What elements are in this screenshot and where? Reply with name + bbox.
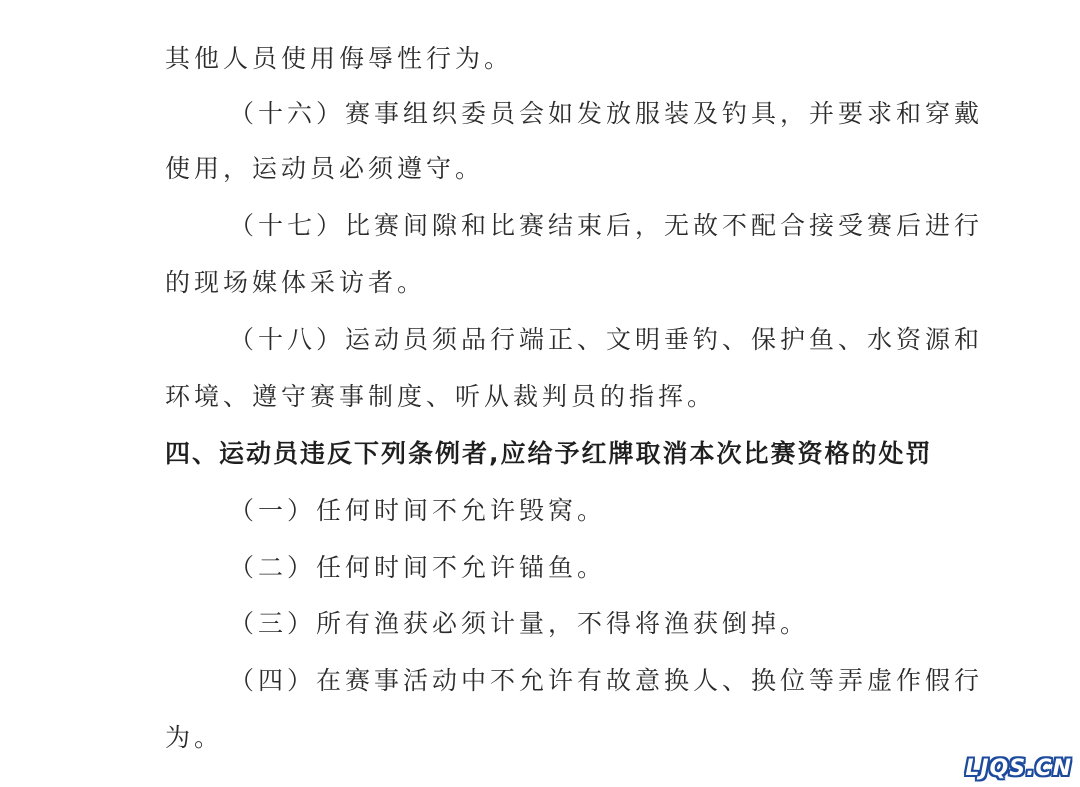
paragraph-line: 使用，运动员必须遵守。 bbox=[165, 154, 485, 183]
paragraph-line: （四）在赛事活动中不允许有故意换人、换位等弄虚作假行 bbox=[229, 666, 984, 695]
section-heading: 四、运动员违反下列条例者,应给予红牌取消本次比赛资格的处罚 bbox=[165, 439, 933, 468]
paragraph-line: （十七）比赛间隙和比赛结束后，无故不配合接受赛后进行 bbox=[229, 211, 984, 240]
paragraph-line: （三）所有渔获必须计量，不得将渔获倒掉。 bbox=[229, 609, 810, 638]
paragraph-line: 为。 bbox=[165, 723, 224, 752]
paragraph-line: 环境、遵守赛事制度、听从裁判员的指挥。 bbox=[165, 382, 717, 411]
paragraph-line: （二）任何时间不允许锚鱼。 bbox=[229, 553, 607, 582]
paragraph-line: 其他人员使用侮辱性行为。 bbox=[165, 44, 514, 73]
paragraph-line: 的现场媒体采访者。 bbox=[165, 268, 427, 297]
site-watermark: LJQS.CN bbox=[965, 756, 1072, 781]
paragraph-line: （十六）赛事组织委员会如发放服装及钓具，并要求和穿戴 bbox=[229, 99, 984, 128]
paragraph-line: （一）任何时间不允许毁窝。 bbox=[229, 496, 607, 525]
paragraph-line: （十八）运动员须品行端正、文明垂钓、保护鱼、水资源和 bbox=[229, 325, 984, 354]
